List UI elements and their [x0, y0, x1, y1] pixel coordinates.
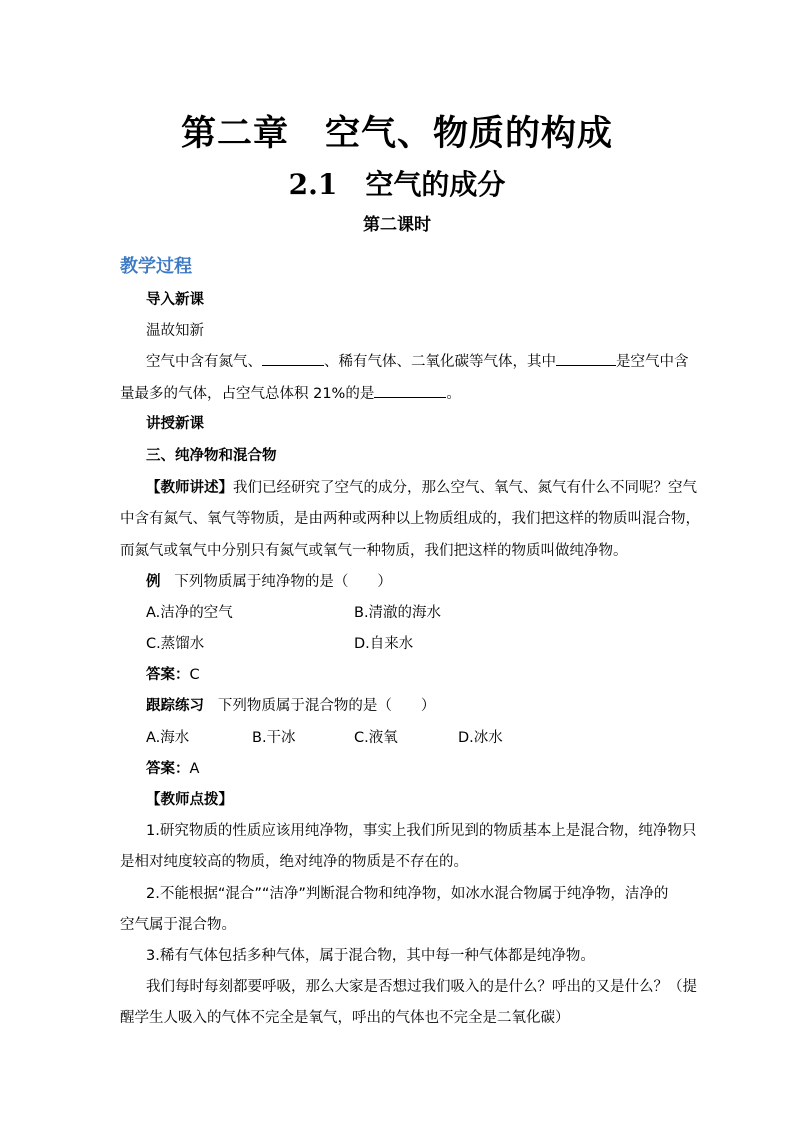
example-question: 例 下列物质属于纯净物的是（ ） [146, 574, 392, 590]
tip-1-line1: 1.研究物质的性质应该用纯净物，事实上我们所见到的物质基本上是混合物，纯净物只 [146, 823, 697, 839]
q1-part2: 、稀有气体、二氧化碳等气体，其中 [324, 354, 556, 370]
practice-question: 跟踪练习 下列物质属于混合物的是（ ） [146, 698, 436, 714]
q1-part1: 空气中含有氮气、 [146, 354, 262, 370]
tip-2-line1: 2.不能根据“混合”“洁净”判断混合物和纯净物，如冰水混合物属于纯净物，洁净的 [146, 886, 669, 902]
example-option-b: B.清澈的海水 [354, 605, 442, 621]
practice-option-a: A.海水 [146, 730, 190, 746]
practice-option-b: B.干冰 [252, 730, 296, 746]
teacher-statement-line1: 【教师讲述】我们已经研究了空气的成分，那么空气、氧气、氮气有什么不同呢？空气 [146, 480, 697, 496]
q1-line2a: 量最多的气体，占空气总体积 21%的是 [120, 386, 375, 402]
intro-heading: 导入新课 [146, 292, 204, 308]
q1-part3: 是空气中含 [616, 354, 689, 370]
chapter-title: 第二章 空气、物质的构成 [180, 113, 613, 154]
answer-blank-1[interactable] [262, 352, 324, 366]
process-heading: 教学过程 [120, 256, 192, 277]
breathing-question-line2: 醒学生人吸入的气体不完全是氧气，呼出的气体也不完全是二氧化碳） [120, 1010, 570, 1026]
section-title: 2.1 空气的成分 [288, 168, 506, 201]
tip-1-line2: 是相对纯度较高的物质，绝对纯净的物质是不存在的。 [120, 854, 468, 870]
practice-label: 跟踪练习 [146, 698, 204, 714]
q1-line2b: 。 [446, 386, 461, 402]
tip-2-line2: 空气属于混合物。 [120, 917, 236, 933]
practice-option-c: C.液氧 [354, 730, 398, 746]
teacher-statement-label: 【教师讲述】 [146, 480, 233, 496]
example-label: 例 [146, 574, 161, 590]
answer-blank-3[interactable] [374, 384, 446, 398]
lecture-topic: 三、纯净物和混合物 [146, 448, 277, 464]
breathing-question-line1: 我们每时每刻都要呼吸，那么大家是否想过我们吸入的是什么？呼出的又是什么？（提 [146, 979, 697, 995]
answer-blank-2[interactable] [556, 352, 616, 366]
example-option-c: C.蒸馏水 [146, 636, 205, 652]
review-question-line1 [146, 352, 706, 372]
example-answer: 答案：C [146, 667, 200, 683]
lecture-heading: 讲授新课 [146, 416, 204, 432]
tips-label: 【教师点拨】 [146, 792, 233, 808]
example-option-d: D.自来水 [354, 636, 414, 652]
tip-3: 3.稀有气体包括多种气体，属于混合物，其中每一种气体都是纯净物。 [146, 948, 595, 964]
practice-answer: 答案：A [146, 761, 200, 777]
intro-sub: 温故知新 [146, 323, 204, 339]
practice-option-d: D.冰水 [458, 730, 503, 746]
example-option-a: A.洁净的空气 [146, 605, 233, 621]
teacher-statement-line2: 中含有氮气、氧气等物质，是由两种或两种以上物质组成的，我们把这样的物质叫混合物， [120, 511, 700, 527]
lesson-title: 第二课时 [363, 215, 431, 235]
teacher-statement-line3: 而氮气或氧气中分别只有氮气或氧气一种物质，我们把这样的物质叫做纯净物。 [120, 543, 628, 559]
review-question-line2 [120, 384, 680, 404]
